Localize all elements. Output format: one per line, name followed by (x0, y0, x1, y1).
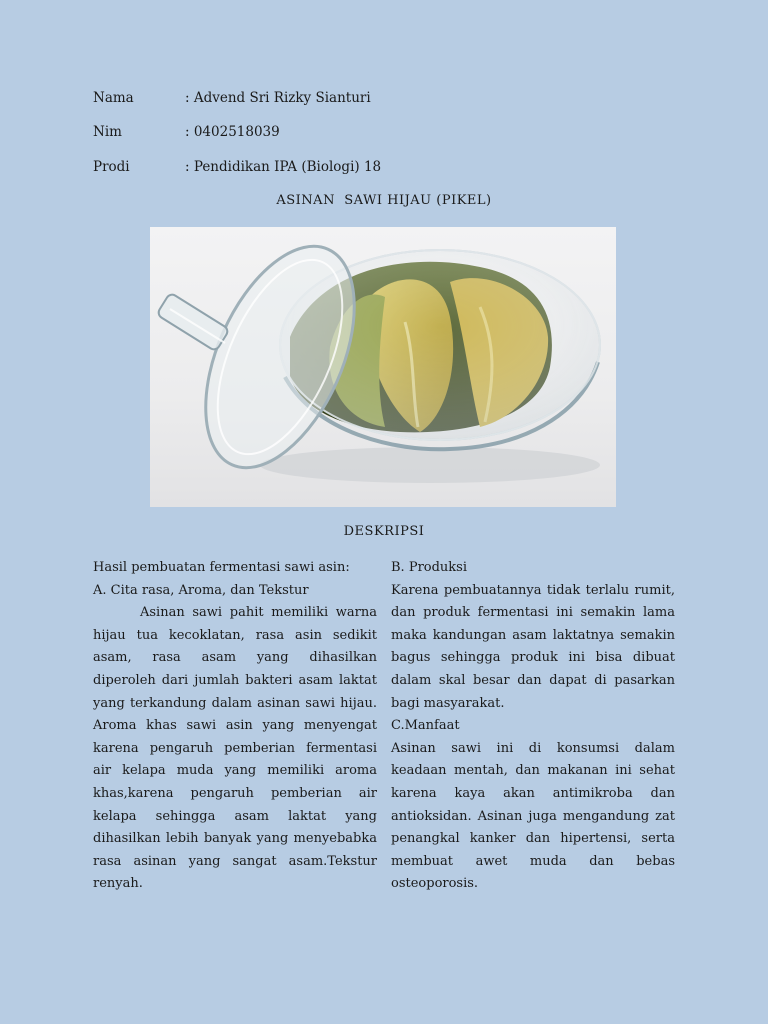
heading-b: B. Produksi (391, 560, 468, 575)
info-row-prodi (93, 158, 381, 176)
name-value: : Advend Sri Rizky Sianturi (185, 90, 371, 106)
prodi-label: Prodi (93, 159, 130, 175)
heading-c: C.Manfaat (391, 718, 460, 734)
intro-text: Hasil pembuatan fermentasi sawi asin: (93, 560, 350, 575)
right-column (391, 557, 675, 896)
heading-a: A. Cita rasa, Aroma, dan Tekstur (93, 582, 309, 598)
nim-label: Nim (93, 124, 122, 140)
name-label: Nama (93, 90, 134, 106)
paragraph-c: Asinan sawi ini di konsumsi dalam keadaan mentah, dan makanan ini sehat karena kaya akan antimikroba dan antioksidan. Asinan juga mengandung zat penangkal kanker dan hipertensi, serta membuat awet muda dan bebas osteoporosis. (391, 740, 675, 892)
info-row-nim (93, 123, 280, 141)
section-title: DESKRIPSI (343, 524, 425, 539)
paragraph-a: Asinan sawi pahit memiliki warna hijau tua kecoklatan, rasa asin sedikit asam, rasa asam yang dihasilkan diperoleh dari jumlah bakteri asam laktat yang terkandung dalam asinan sawi hijau. Aroma khas sawi asin yang menyengat karena pengaruh pemberian fermentasi air kelapa muda yang memiliki aroma khas,karena pengaruh pemberian air kelapa sehingga asam laktat yang dihasilkan lebih banyak yang menyebabka rasa asinan yang sangat asam.Tekstur renyah. (93, 605, 377, 892)
paragraph-b: Karena pembuatannya tidak terlalu rumit, dan produk fermentasi ini semakin lama maka kandungan asam laktatnya semakin bagus sehingga produk ini bisa dibuat dalam skal besar dan dapat di pasarkan bagi masyarakat. (391, 582, 675, 711)
nim-value: : 0402518039 (185, 124, 280, 140)
pickled-greens-photo (150, 227, 616, 507)
left-column (93, 557, 377, 896)
prodi-value: : Pendidikan IPA (Biologi) 18 (185, 159, 382, 175)
pickled-mustard-greens-bowl-icon (150, 227, 616, 507)
info-row-name (93, 89, 371, 107)
document-title: ASINAN SAWI HIJAU (PIKEL) (276, 193, 492, 208)
